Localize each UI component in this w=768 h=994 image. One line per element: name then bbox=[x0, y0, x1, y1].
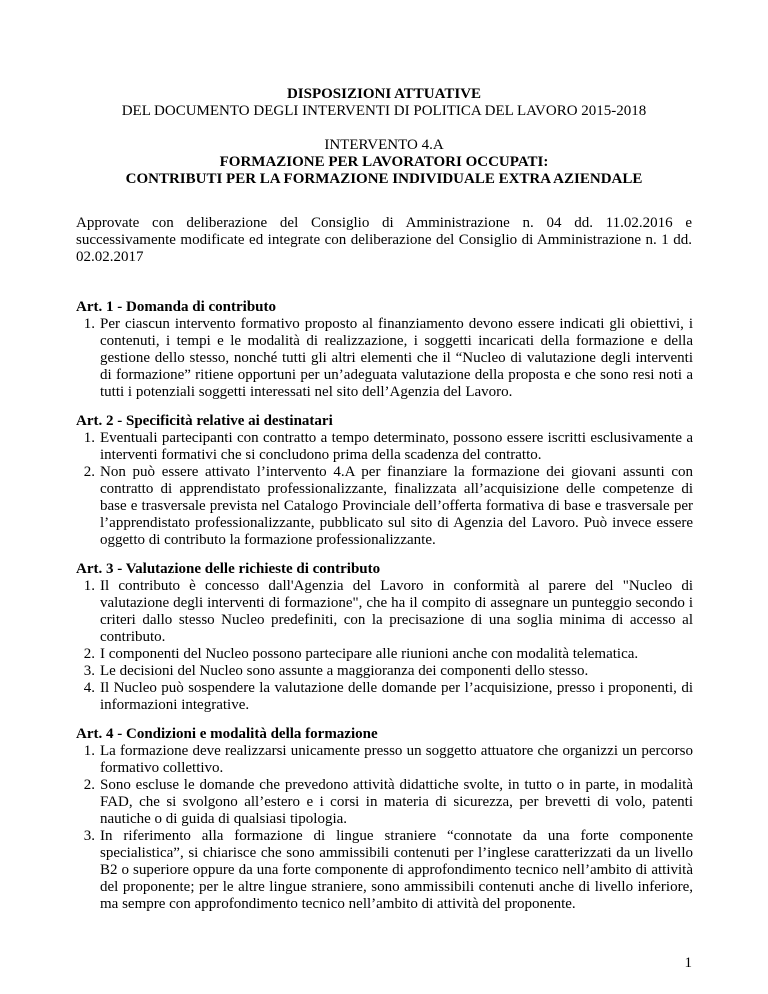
approval-note: Approvate con deliberazione del Consiglio di Amministrazione n. 04 dd. 11.02.2016 e successivamente modificate ed integrate con deliberazione del Consiglio di Amministrazione n. 1 dd. 02.02.2017 bbox=[76, 215, 692, 265]
intervention-code: INTERVENTO 4.A bbox=[324, 137, 444, 153]
item-number: 2. bbox=[83, 646, 95, 662]
list-item bbox=[76, 777, 693, 828]
item-number: 1. bbox=[83, 578, 95, 594]
document-header bbox=[60, 86, 708, 188]
item-number: 2. bbox=[83, 777, 95, 793]
articles-section bbox=[76, 299, 693, 925]
list-item bbox=[76, 316, 693, 401]
item-number: 1. bbox=[83, 743, 95, 759]
list-item bbox=[76, 430, 693, 464]
item-text: La formazione deve realizzarsi unicamente presso un soggetto attuatore che organizzi un percorso formativo collettivo. bbox=[100, 743, 693, 776]
list-item bbox=[76, 578, 693, 646]
item-text: Per ciascun intervento formativo proposto al finanziamento devono essere indicati gli obiettivi, i contenuti, i tempi e le modalità di realizzazione, i soggetti incaricati della formazione e della gestione dello stesso, nonché tutti gli altri elementi che il “Nucleo di valutazione degli interventi di formazione” ritiene opportuni per un’adeguata valutazione della proposta e che sono resi noti a tutti i potenziali soggetti interessati nel sito dell’Agenzia del Lavoro. bbox=[100, 316, 693, 400]
article-3 bbox=[76, 561, 693, 714]
intervention-title: FORMAZIONE PER LAVORATORI OCCUPATI: bbox=[219, 154, 549, 170]
item-number: 1. bbox=[83, 430, 95, 446]
item-text: I componenti del Nucleo possono partecipare alle riunioni anche con modalità telematica. bbox=[100, 646, 639, 662]
list-item bbox=[76, 828, 693, 913]
item-text: Il contributo è concesso dall'Agenzia del Lavoro in conformità al parere del "Nucleo di valutazione degli interventi di formazione", che ha il compito di assegnare un punteggio secondo i criteri dallo stesso Nucleo predefiniti, con la precisazione di una soglia minima di accesso al contributo. bbox=[100, 578, 693, 645]
item-number: 1. bbox=[83, 316, 95, 332]
article-title: Art. 4 - Condizioni e modalità della formazione bbox=[76, 726, 378, 742]
intervention-subtitle: CONTRIBUTI PER LA FORMAZIONE INDIVIDUALE EXTRA AZIENDALE bbox=[125, 171, 643, 187]
list-item bbox=[76, 663, 693, 680]
list-item bbox=[76, 680, 693, 714]
list-item bbox=[76, 743, 693, 777]
page-number: 1 bbox=[684, 955, 692, 971]
article-4 bbox=[76, 726, 693, 913]
item-number: 2. bbox=[83, 464, 95, 480]
item-number: 3. bbox=[83, 828, 95, 844]
item-text: Le decisioni del Nucleo sono assunte a maggioranza dei componenti dello stesso. bbox=[100, 663, 589, 679]
article-2 bbox=[76, 413, 693, 549]
item-text: Sono escluse le domande che prevedono attività didattiche svolte, in tutto o in parte, in modalità FAD, che si svolgono all’estero e i corsi in materia di sicurezza, per brevetti di volo, patenti nautiche o di guida di qualsiasi tipologia. bbox=[100, 777, 693, 827]
article-1 bbox=[76, 299, 693, 401]
article-title: Art. 2 - Specificità relative ai destinatari bbox=[76, 413, 333, 429]
item-number: 4. bbox=[83, 680, 95, 696]
article-title: Art. 3 - Valutazione delle richieste di contributo bbox=[76, 561, 381, 577]
list-item bbox=[76, 646, 693, 663]
item-text: In riferimento alla formazione di lingue straniere “connotate da una forte componente specialistica”, si chiarisce che sono ammissibili contenuti per l’inglese caratterizzati da un livello B2 o superiore oppure da una forte componente di approfondimento tecnico nell’ambito di attività del proponente; per le altre lingue straniere, sono ammissibili contenuti anche di livello inferiore, ma sempre con approfondimento tecnico nell’ambito di attività del proponente. bbox=[100, 828, 693, 912]
item-text: Eventuali partecipanti con contratto a tempo determinato, possono essere iscritti esclusivamente a interventi formativi che si concludono prima della scadenza del contratto. bbox=[100, 430, 693, 463]
header-title: DISPOSIZIONI ATTUATIVE bbox=[286, 86, 482, 102]
list-item bbox=[76, 464, 693, 549]
article-title: Art. 1 - Domanda di contributo bbox=[76, 299, 277, 315]
header-subtitle: DEL DOCUMENTO DEGLI INTERVENTI DI POLITICA DEL LAVORO 2015-2018 bbox=[121, 103, 647, 119]
item-number: 3. bbox=[83, 663, 95, 679]
item-text: Non può essere attivato l’intervento 4.A per finanziare la formazione dei giovani assunti con contratto di apprendistato professionalizzante, finalizzata all’acquisizione delle competenze di base e trasversale prevista nel Catalogo Provinciale dell’offerta formativa di base e trasversale per l’apprendistato professionalizzante, pubblicato sul sito di Agenzia del Lavoro. Può invece essere oggetto di contributo la formazione professionalizzante. bbox=[100, 464, 693, 548]
item-text: Il Nucleo può sospendere la valutazione delle domande per l’acquisizione, presso i proponenti, di informazioni integrative. bbox=[100, 680, 693, 713]
